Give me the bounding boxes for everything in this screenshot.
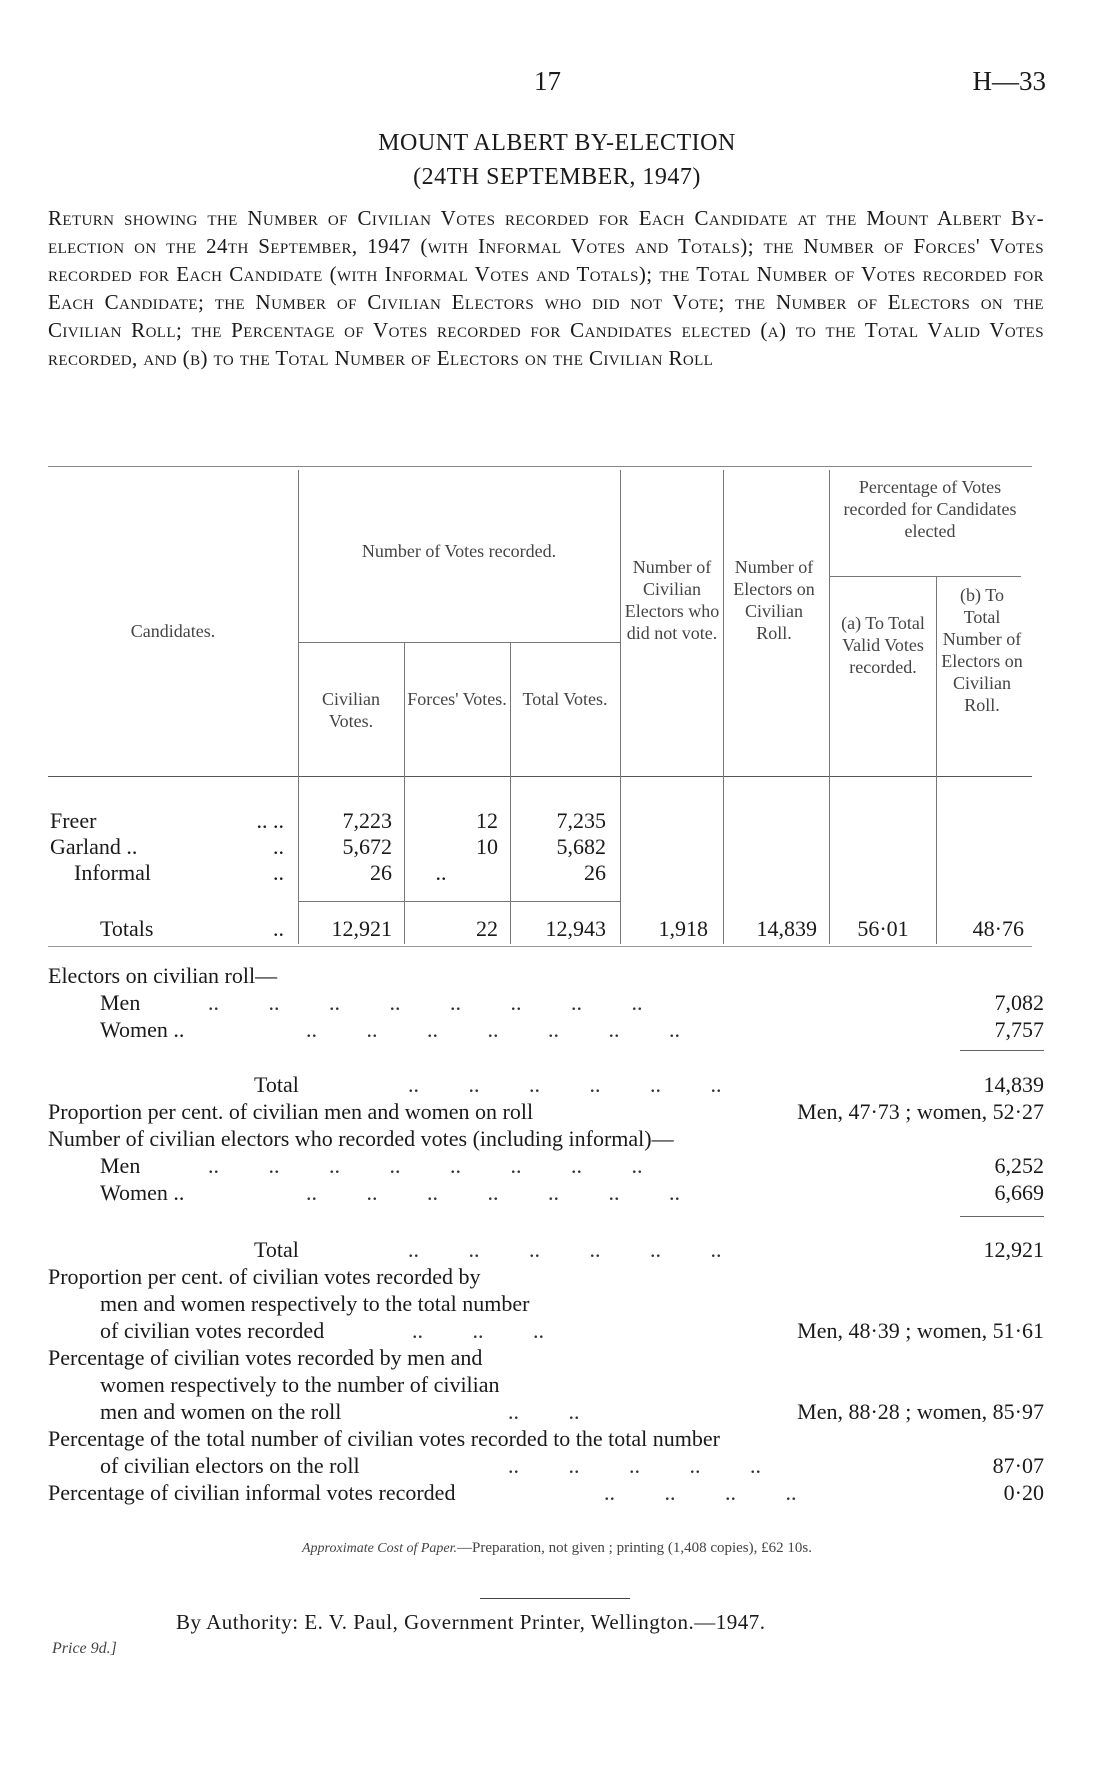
pct-subheader-rule xyxy=(829,576,1021,577)
leader-dots: .. .. .. .. .. .. .. .. xyxy=(208,990,643,1015)
total-votes: 7,235 xyxy=(556,808,606,833)
table-top-rule xyxy=(48,466,1032,467)
header-civilian-votes: Civilian Votes. xyxy=(322,689,380,731)
pct-roll-value: Men, 88·28 ; women, 85·97 xyxy=(797,1399,1044,1424)
leader-dots: .. xyxy=(273,916,284,941)
electors-heading: Electors on civilian roll— xyxy=(48,963,278,988)
leader-dots: .. .. .. .. .. xyxy=(508,1453,761,1478)
leader-dots: .. .. .. .. .. .. xyxy=(408,1072,722,1097)
forces-votes: 10 xyxy=(476,834,498,859)
table-bottom-rule xyxy=(48,946,1032,947)
prop-votes-line1: Proportion per cent. of civilian votes recorded by xyxy=(48,1264,481,1289)
candidate-name: Informal xyxy=(74,860,151,885)
men-label: Men xyxy=(100,990,141,1015)
pct-informal-value: 0·20 xyxy=(1003,1480,1044,1505)
rec-women-value: 6,669 xyxy=(994,1180,1044,1205)
total-civilian-votes: 12,921 xyxy=(331,916,392,941)
report-description: Return showing the Number of Civilian Votes recorded for Each Candidate at the Mount Albert By-election on the 24th September, 1947 (with Informal Votes and Totals); the Number of Forces' Votes recorded for Each Candidate (with Informal Votes and Totals); the Total Number of Votes recorded for Each Candidate; the Number of Civilian Electors who did not Vote; the Number of Electors on the Civilian Roll; the Percentage of Votes recorded for Candidates elected (a) to the Total Valid Votes recorded, and (b) to the Total Number of Electors on the Civilian Roll xyxy=(48,206,1044,370)
recorded-heading: Number of civilian electors who recorded votes (including informal)— xyxy=(48,1126,674,1151)
leader-dots: .. .. .. .. .. .. xyxy=(408,1237,722,1262)
leader-dots: .. .. .. .. .. .. .. .. xyxy=(208,1153,643,1178)
proportion-label: Proportion per cent. of civilian men and women on roll xyxy=(48,1099,534,1124)
report-title: MOUNT ALBERT BY-ELECTION xyxy=(378,130,736,156)
leader-dots: .. xyxy=(273,860,284,885)
pct-electors: 48·76 xyxy=(972,916,1024,941)
pct-informal-label: Percentage of civilian informal votes recorded xyxy=(48,1480,456,1505)
pct-total-value: 87·07 xyxy=(992,1453,1044,1478)
leader-dots: .. .. .. .. xyxy=(604,1480,797,1505)
cost-label: Approximate Cost of Paper. xyxy=(302,1541,458,1556)
header-pct-electors: (b) To Total Number of Electors on Civilian Roll. xyxy=(941,585,1023,715)
civilian-votes: 5,672 xyxy=(342,834,392,859)
pct-roll-line1: Percentage of civilian votes recorded by men and xyxy=(48,1345,483,1370)
leader-dots: .. .. .. xyxy=(412,1318,544,1343)
rec-women-label: Women .. xyxy=(100,1180,185,1205)
leader-dots: .. xyxy=(273,834,284,859)
header-did-not-vote: Number of Civilian Electors who did not vote. xyxy=(624,557,720,643)
rec-men-label: Men xyxy=(100,1153,141,1178)
header-candidates: Candidates. xyxy=(130,621,216,641)
proportion-value: Men, 47·73 ; women, 52·27 xyxy=(797,1099,1044,1124)
forces-votes: 12 xyxy=(476,808,498,833)
pct-total-line1: Percentage of the total number of civilian votes recorded to the total number xyxy=(48,1426,720,1451)
prop-votes-value: Men, 48·39 ; women, 51·61 xyxy=(797,1318,1044,1343)
header-electors-on-roll: Number of Electors on Civilian Roll. xyxy=(733,557,815,643)
pct-valid-votes: 56·01 xyxy=(857,916,909,941)
total-forces-votes: 22 xyxy=(476,916,498,941)
rec-total-label: Total xyxy=(254,1237,299,1262)
header-percentage-group: Percentage of Votes recorded for Candidates elected xyxy=(843,477,1017,541)
pct-total-line2: of civilian electors on the roll xyxy=(100,1453,360,1478)
total-label: Total xyxy=(254,1072,299,1097)
authority-line: By Authority: E. V. Paul, Government Printer, Wellington.—1947. xyxy=(176,1610,766,1634)
table-header-rule xyxy=(48,776,1032,777)
page-number: 17 xyxy=(534,66,561,96)
report-subtitle: (24TH SEPTEMBER, 1947) xyxy=(413,164,701,190)
total-votes: 26 xyxy=(584,860,606,885)
total-on-roll: 14,839 xyxy=(983,1072,1044,1097)
candidate-name: Garland .. xyxy=(50,834,138,859)
civilian-votes: 26 xyxy=(370,860,392,885)
rec-men-value: 6,252 xyxy=(994,1153,1044,1178)
price-note: Price 9d.] xyxy=(52,1640,117,1657)
pct-roll-line3: men and women on the roll xyxy=(100,1399,342,1424)
footer-rule xyxy=(480,1598,630,1599)
total-votes: 5,682 xyxy=(556,834,606,859)
totals-label: Totals xyxy=(100,916,154,941)
total-on-roll: 14,839 xyxy=(756,916,817,941)
votes-subheader-rule xyxy=(298,642,620,643)
header-forces-votes: Forces' Votes. xyxy=(407,689,507,709)
forces-votes: .. xyxy=(435,860,447,885)
pct-roll-line2: women respectively to the number of civilian xyxy=(100,1372,500,1397)
leader-dots: .. .. .. .. .. .. .. xyxy=(306,1017,680,1042)
candidate-name: Freer xyxy=(50,808,97,833)
leader-dots: .. .. xyxy=(256,808,284,833)
women-label: Women .. xyxy=(100,1017,185,1042)
civilian-votes: 7,223 xyxy=(342,808,392,833)
cost-note xyxy=(0,1540,1114,1557)
leader-dots: .. .. .. .. .. .. .. xyxy=(306,1180,680,1205)
header-pct-valid: (a) To Total Valid Votes recorded. xyxy=(841,613,925,677)
prop-votes-line3: of civilian votes recorded xyxy=(100,1318,325,1343)
rec-total-value: 12,921 xyxy=(983,1237,1044,1262)
leader-dots: .. .. xyxy=(508,1399,580,1424)
men-on-roll: 7,082 xyxy=(994,990,1044,1015)
total-votes: 12,943 xyxy=(545,916,606,941)
header-votes-recorded: Number of Votes recorded. xyxy=(361,541,557,561)
prop-votes-line2: men and women respectively to the total number xyxy=(100,1291,530,1316)
women-on-roll: 7,757 xyxy=(994,1017,1044,1042)
totals-rule xyxy=(298,901,620,902)
document-code: H—33 xyxy=(972,66,1046,96)
total-did-not-vote: 1,918 xyxy=(658,916,708,941)
header-total-votes: Total Votes. xyxy=(522,689,608,709)
cost-text: —Preparation, not given ; printing (1,408 copies), £62 10s. xyxy=(457,1540,812,1556)
